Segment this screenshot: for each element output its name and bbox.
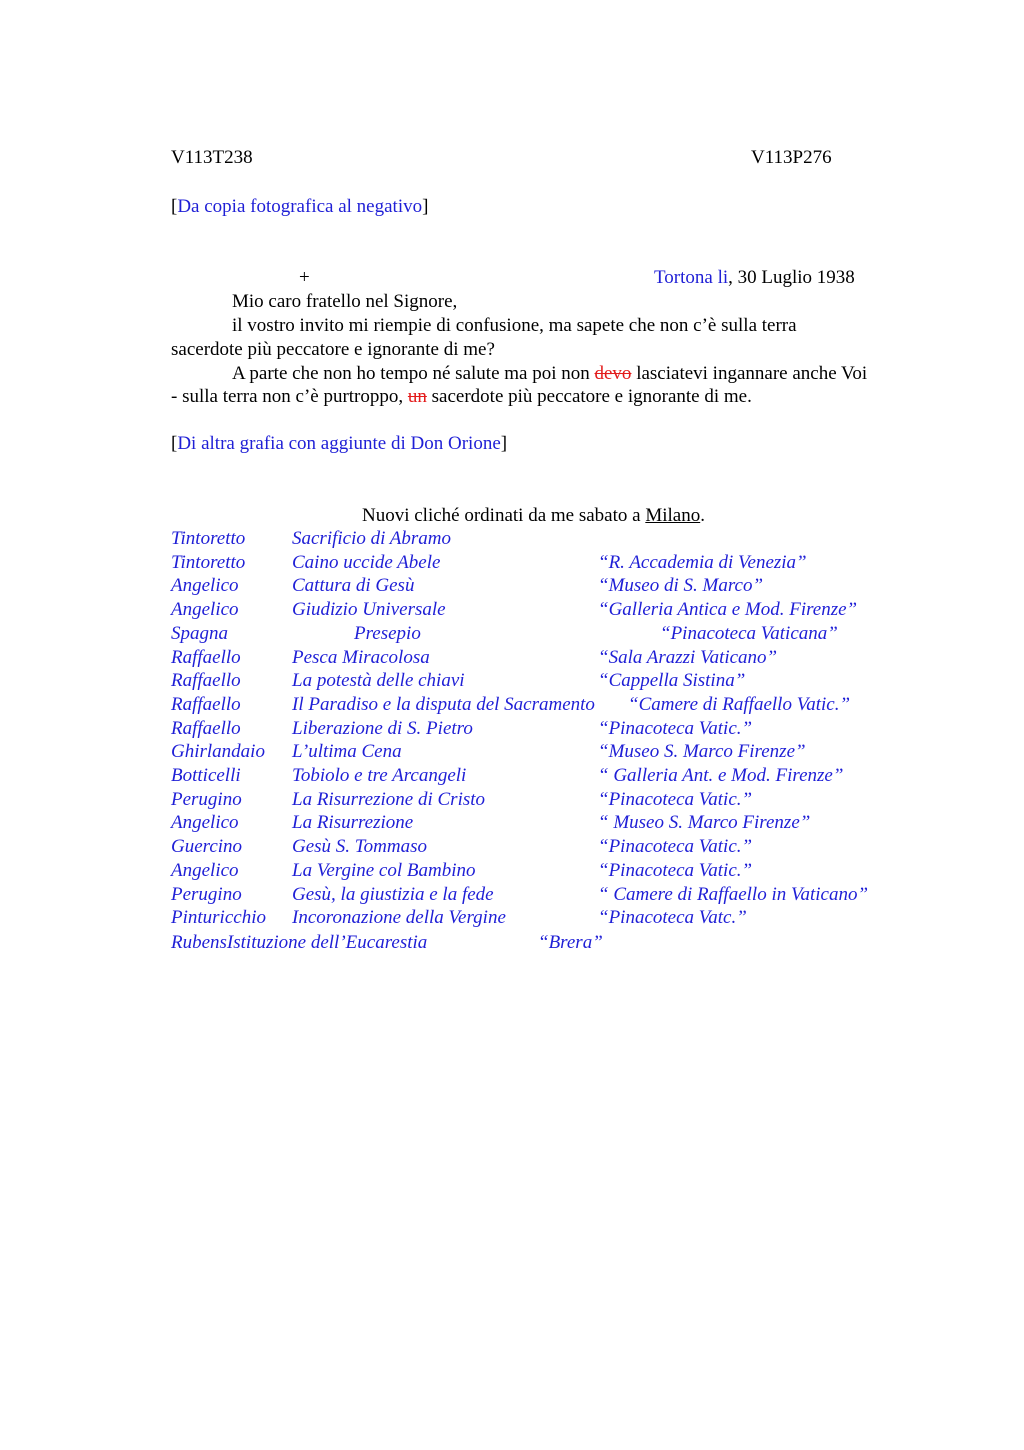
- list-item-title: Gesù S. Tommaso: [292, 836, 427, 857]
- list-item-location: “R. Accademia di Venezia”: [598, 552, 807, 573]
- list-item-title: Incoronazione della Vergine: [292, 907, 506, 928]
- list-item-location: “Museo S. Marco Firenze”: [598, 741, 806, 762]
- letter-line: [171, 385, 752, 409]
- list-item-location: “Galleria Antica e Mod. Firenze”: [598, 599, 858, 620]
- list-item-title: La Risurrezione: [292, 812, 414, 833]
- list-item-artist: Ghirlandaio: [171, 741, 265, 762]
- list-item-location: “Pinacoteca Vaticana”: [660, 623, 838, 644]
- list-item-artist: Angelico: [171, 599, 239, 620]
- list-item-title: Cattura di Gesù: [292, 575, 415, 596]
- list-heading-city: Milano: [645, 505, 701, 526]
- list-item-title: Pesca Miracolosa: [292, 647, 430, 668]
- list-item-location: “Pinacoteca Vatic.”: [598, 836, 753, 857]
- list-item-location: “ Camere di Raffaello in Vaticano”: [598, 884, 869, 905]
- letter-salutation: Mio caro fratello nel Signore,: [232, 291, 458, 312]
- editorial-note-other-hand: [Di altra grafia con aggiunte di Don Orione]: [171, 433, 508, 454]
- list-item-title: Presepio: [354, 623, 421, 644]
- list-item-location: “ Museo S. Marco Firenze”: [598, 812, 811, 833]
- list-item-artist: Tintoretto: [171, 552, 246, 573]
- list-item-title: Liberazione di S. Pietro: [292, 718, 473, 739]
- list-heading-end: .: [700, 505, 705, 526]
- list-item-artist: Botticelli: [171, 765, 241, 786]
- list-item-artist: Guercino: [171, 836, 243, 857]
- list-item-title: L’ultima Cena: [292, 741, 402, 762]
- list-item-artist: Perugino: [171, 789, 242, 810]
- list-item-location: “ Galleria Ant. e Mod. Firenze”: [598, 765, 844, 786]
- list-item-artist: Angelico: [171, 575, 239, 596]
- list-item-title: Sacrificio di Abramo: [292, 528, 452, 549]
- editorial-note-text: Di altra grafia con aggiunte di Don Orione: [177, 433, 501, 454]
- letter-line: [232, 362, 867, 386]
- letter-text: - sulla terra non c’è purtroppo,: [171, 386, 408, 407]
- list-item-location: “Pinacoteca Vatic.”: [598, 718, 753, 739]
- list-item-artist: Angelico: [171, 860, 239, 881]
- list-item-title: La Risurrezione di Cristo: [292, 789, 486, 810]
- list-item-location: “Pinacoteca Vatic.”: [598, 789, 753, 810]
- letter-line: il vostro invito mi riempie di confusione, ma sapete che non c’è sulla terra: [232, 315, 797, 336]
- list-item-artist: Pinturicchio: [171, 907, 266, 928]
- letter-text: sacerdote più peccatore e ignorante di me.: [426, 386, 752, 407]
- deleted-word: un: [407, 386, 427, 407]
- letter-text: lasciatevi ingannare anche Voi: [631, 363, 868, 384]
- list-item-last-place: “Brera”: [538, 932, 603, 953]
- list-item-artist: Raffaello: [171, 670, 241, 691]
- list-item-artist: Raffaello: [171, 694, 241, 715]
- list-heading-text: Nuovi cliché ordinati da me sabato a: [362, 505, 646, 526]
- list-item-location: “Pinacoteca Vatc.”: [598, 907, 747, 928]
- list-item-title: Caino uccide Abele: [292, 552, 441, 573]
- list-item-title: Gesù, la giustizia e la fede: [292, 884, 494, 905]
- letter-text: A parte che non ho tempo né salute ma poi non: [232, 363, 595, 384]
- list-item-location: “Pinacoteca Vatic.”: [598, 860, 753, 881]
- document-code-right: V113P276: [751, 147, 832, 168]
- list-heading: [362, 504, 705, 528]
- list-item-location: “Sala Arazzi Vaticano”: [598, 647, 778, 668]
- editorial-note-source: [Da copia fotografica al negativo]: [171, 196, 429, 217]
- list-item-title: Giudizio Universale: [292, 599, 446, 620]
- list-item-artist: Perugino: [171, 884, 242, 905]
- list-item-location: “Cappella Sistina”: [598, 670, 746, 691]
- document-code-left: V113T238: [171, 147, 253, 168]
- list-item-artist: Raffaello: [171, 647, 241, 668]
- letter-dateline: [654, 266, 855, 290]
- list-item-artist: Angelico: [171, 812, 239, 833]
- list-item-artist: Spagna: [171, 623, 228, 644]
- list-item-title: Il Paradiso e la disputa del Sacramento: [292, 694, 595, 715]
- place-name: Tortona li: [654, 267, 729, 288]
- letter-date: , 30 Luglio 1938: [728, 267, 855, 288]
- cross-symbol: +: [299, 267, 310, 288]
- list-item-title: La Vergine col Bambino: [292, 860, 476, 881]
- deleted-word: devo: [594, 363, 632, 384]
- list-item-last: RubensIstituzione dell’Eucarestia: [171, 932, 428, 953]
- list-item-title: Tobiolo e tre Arcangeli: [292, 765, 467, 786]
- list-item-artist: Tintoretto: [171, 528, 246, 549]
- editorial-note-text: Da copia fotografica al negativo: [177, 196, 423, 217]
- list-item-artist: Raffaello: [171, 718, 241, 739]
- letter-line: sacerdote più peccatore e ignorante di me?: [171, 339, 495, 360]
- list-item-location: “Camere di Raffaello Vatic.”: [628, 694, 851, 715]
- list-item-location: “Museo di S. Marco”: [598, 575, 764, 596]
- list-item-title: La potestà delle chiavi: [292, 670, 465, 691]
